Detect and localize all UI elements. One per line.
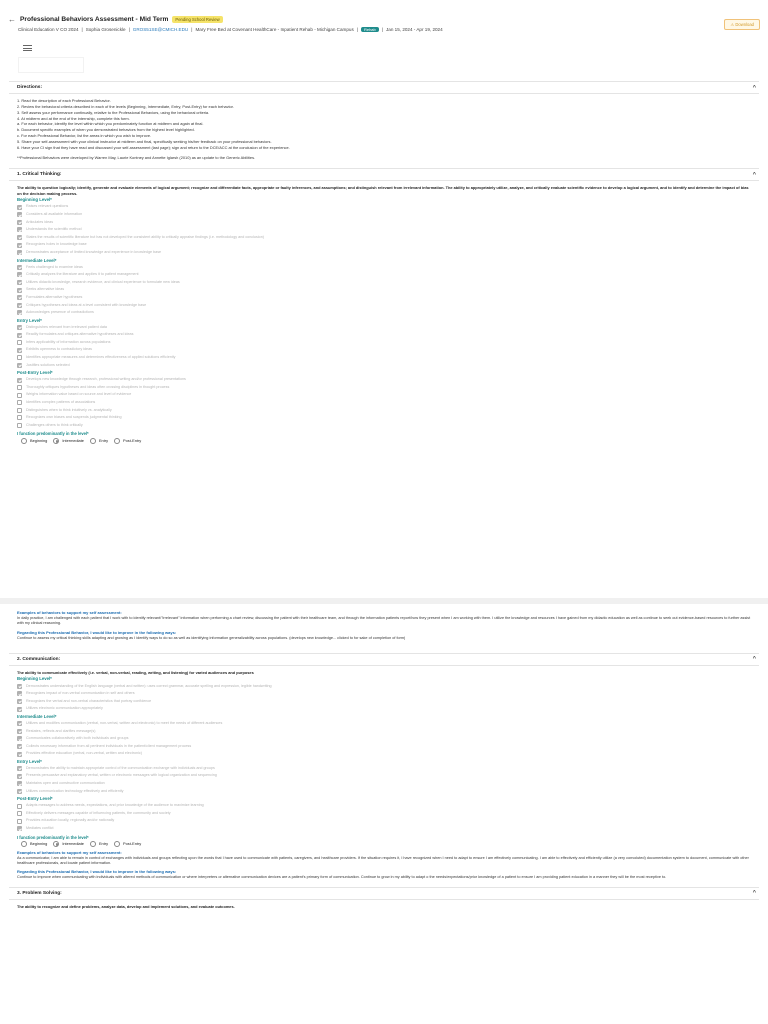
behavior-criterion-label: Critically analyzes the literature and applies it to patient management (26, 272, 139, 277)
status-badge: Pending School Review (172, 16, 222, 23)
behavior-criterion-label: Understands the scientific method (26, 227, 82, 232)
radio-label: Beginning (30, 438, 48, 444)
direction-line: a. For each behavior, identify the level within which you predominately function at midterm and again at final. (17, 121, 204, 127)
communication-section (9, 653, 759, 883)
level-radio-option[interactable] (53, 438, 84, 444)
behavior-criterion-label: Presents persuasive and explanatory verbal, written or electronic messages with logical organization and sequencing (26, 773, 217, 778)
directions-section (9, 81, 759, 164)
checkbox[interactable] (17, 325, 22, 330)
direction-line: 2. Review the behavioral criteria described in each of the levels (Beginning, Intermediate, Entry, Post-Entry) for each behavior. (17, 103, 234, 109)
behavior-checkbox-row[interactable] (17, 407, 751, 415)
behavior-criterion-label: Challenges others to think critically (26, 422, 83, 427)
behavior-checkbox-row[interactable] (17, 825, 751, 833)
behavior-criterion-label: Communicates collaboratively with both individuals and groups (26, 736, 129, 741)
direction-line: 3. Self assess your performance continually, relative to the Professional Behaviors, using the behavioral criteria. (17, 109, 210, 115)
behavior-criterion-label: Recognizes impact of non-verbal communication in self and others (26, 691, 135, 696)
download-label: Download (735, 22, 754, 27)
radio-label: Beginning (30, 841, 48, 847)
radio-label: Intermediate (62, 438, 84, 444)
behavior-checkbox-row[interactable] (17, 211, 751, 219)
behavior-checkbox-row[interactable] (17, 788, 751, 796)
setting-badge: Rehab (361, 27, 379, 32)
checkbox[interactable] (17, 235, 22, 240)
behavior-checkbox-row[interactable] (17, 279, 751, 287)
behavior-checkbox-row[interactable] (17, 241, 751, 249)
behavior-criterion-label: Identifies complex patterns of associations (26, 400, 96, 405)
communication-header[interactable] (9, 654, 759, 666)
checkbox[interactable] (17, 415, 22, 420)
behavior-checkbox-row[interactable] (17, 391, 751, 399)
student-email-link[interactable]: GROS51SE@CMICH.EDU (132, 26, 189, 32)
level-radio-option[interactable] (90, 841, 108, 847)
level-heading: Post-Entry Level* (17, 370, 53, 376)
checkbox[interactable] (17, 826, 22, 831)
behavior-criterion-label: Demonstrates acceptance of limited knowledge and experience in knowledge base (26, 249, 162, 254)
radio-label: Post-Entry (123, 438, 142, 444)
checkbox[interactable] (17, 272, 22, 277)
checkbox[interactable] (17, 819, 22, 824)
direction-line: 6. Have your CI sign that they have read and discussed your self-assessment (last page); sign and return to the DCE/ACC at the conclusion of the experience. (17, 144, 290, 150)
checkbox[interactable] (17, 363, 22, 368)
behavior-checkbox-row[interactable] (17, 376, 751, 384)
behavior-checkbox-row[interactable] (17, 810, 751, 818)
radio-button[interactable] (114, 438, 120, 444)
checkbox[interactable] (17, 729, 22, 734)
behavior-checkbox-row[interactable] (17, 765, 751, 773)
checkbox[interactable] (17, 243, 22, 248)
directions-note: **Professional Behaviors were developed by Warren May, Laurie Kontney and Annette Iglarsh (2010) as an update to the Generic Abilities. (17, 155, 256, 161)
behavior-checkbox-row[interactable] (17, 324, 751, 332)
critical-thinking-body (9, 181, 759, 448)
behavior-checkbox-row[interactable] (17, 203, 751, 211)
improve-label: Regarding this Professional Behavior, I would like to improve in the following ways: (17, 868, 177, 874)
blank-panel (18, 57, 84, 73)
checkbox[interactable] (17, 736, 22, 741)
checkbox[interactable] (17, 333, 22, 338)
behavior-checkbox-row[interactable] (17, 331, 751, 339)
level-heading: Beginning Level* (17, 197, 52, 203)
behavior-checkbox-row[interactable] (17, 226, 751, 234)
direction-line: 1. Read the description of each Professional Behavior. (17, 98, 111, 104)
page-bottom (0, 604, 768, 1024)
behavior-criterion-label: Provides effective education (verbal, non-verbal, written and electronic) (26, 751, 142, 756)
checkbox[interactable] (17, 355, 22, 360)
checkbox[interactable] (17, 811, 22, 816)
section-title: 3. Problem Solving: (17, 890, 62, 896)
checkbox[interactable] (17, 295, 22, 300)
checkbox[interactable] (17, 707, 22, 712)
checkbox[interactable] (17, 781, 22, 786)
level-radio-option[interactable] (53, 841, 84, 847)
checkbox[interactable] (17, 212, 22, 217)
behavior-checkbox-row[interactable] (17, 422, 751, 430)
checkbox[interactable] (17, 227, 22, 232)
behavior-criterion-label: Seeks alternative ideas (26, 287, 65, 292)
behavior-criterion-label: Effectively delivers messages capable of influencing patients, the community and society (26, 810, 171, 815)
behavior-checkbox-row[interactable] (17, 286, 751, 294)
behavior-criterion-label: Utilizes and modifies communication (verbal, non-verbal, written and electronic) to meet the needs of different audiences (26, 720, 223, 725)
direction-line: 5. Share your self-assessment with your clinical instructor at midterm and final, specifically seeking his/her feedback on your professional behaviors. (17, 138, 272, 144)
improve-text[interactable]: Continue to assess my critical thinking skills adapting and growing as I identify ways to do so as well as identifying information generalizability across populations. (develops new knowledge... clicked to for sake of completion of form) (17, 635, 406, 640)
checkbox[interactable] (17, 789, 22, 794)
behavior-description: The ability to communicate effectively (i.e. verbal, non-verbal, reading, writing, and listening) for varied audiences and purposes (17, 669, 254, 675)
radio-label: Intermediate (62, 841, 84, 847)
behavior-checkbox-row[interactable] (17, 219, 751, 227)
behavior-checkbox-row[interactable] (17, 690, 751, 698)
behavior-description: The ability to question logically; identify, generate and evaluate elements of logical argument; recognize and differentiate facts, appropriate or faulty inferences, and assumptions; and distinguish relevant from irrelevant information. The ability to appropriately utilize, analyze, and critically evaluate scientific evidence to develop a logical argument, and to identify and determine the impact of bias on the decision making process. (17, 185, 749, 196)
behavior-checkbox-row[interactable] (17, 750, 751, 758)
level-heading: Beginning Level* (17, 676, 52, 682)
behavior-criterion-label: Distinguishes when to think intuitively vs. analytically (26, 407, 112, 412)
behavior-criterion-label: Adapts messages to address needs, expectations, and prior knowledge of the audience to maximize learning (26, 803, 204, 808)
behavior-criterion-label: Distinguishes relevant from irrelevant patient data (26, 324, 107, 329)
checkbox[interactable] (17, 804, 22, 809)
behavior-criterion-label: Recognizes own biases and suspends judgmental thinking (26, 415, 122, 420)
behavior-checkbox-row[interactable] (17, 682, 751, 690)
radio-button[interactable] (90, 841, 96, 847)
level-heading: Post-Entry Level* (17, 796, 53, 802)
radio-button[interactable] (21, 438, 27, 444)
checkbox[interactable] (17, 340, 22, 345)
behavior-criterion-label: Acknowledges presence of contradictions (26, 310, 94, 315)
behavior-checkbox-row[interactable] (17, 743, 751, 751)
level-radio-group (21, 840, 751, 848)
checkbox[interactable] (17, 400, 22, 405)
radio-label: Post-Entry (123, 841, 142, 847)
behavior-checkbox-row[interactable] (17, 705, 751, 713)
checkbox[interactable] (17, 699, 22, 704)
improve-text[interactable]: Continue to improve when communicating with individuals with altered methods of communication or where interpreters or alternative communication devices are a patient's primary form of communication. Continue to grow in my ability to adapt o the needs/expectations/prior knowledge of a patient to ensure I am providing patient education in a manner they will be the most receptive to. (17, 874, 667, 879)
behavior-criterion-label: Collects necessary information from all pertinent individuals in the patient/client management process (26, 743, 192, 748)
behavior-criterion-label: Thoroughly critiques hypotheses and ideas often crossing disciplines in thought process (26, 384, 170, 389)
chevron-up-icon[interactable]: ^ (752, 656, 756, 663)
behavior-checkbox-row[interactable] (17, 346, 751, 354)
level-heading: Entry Level* (17, 317, 42, 323)
level-question: I function predominantly in the level* (17, 834, 89, 840)
section-title: 1. Critical Thinking: (17, 172, 62, 178)
critical-thinking-examples (0, 604, 768, 645)
checkbox[interactable] (17, 220, 22, 225)
chevron-up-icon[interactable]: ^ (752, 890, 756, 897)
examples-text[interactable]: In daily practice, I am challenged with each patient that I work with to identify relevant/"irrelevant" information when performing a chart review, discussing the patient with their healthcare team, and through the information patients report/how they present when I am working with them. I utilize the knowledge and resources I have gained from my didactic education as well as continue to seek out evidence-based resources to further assist with my clinical reasoning. (17, 616, 751, 626)
level-radio-option[interactable] (21, 841, 47, 847)
checkbox[interactable] (17, 378, 22, 383)
chevron-up-icon[interactable]: ^ (752, 84, 756, 91)
behavior-criterion-label: Justifies solutions selected (26, 362, 70, 367)
behavior-criterion-label: Utilizes didactic knowledge, research evidence, and clinical experience to formulate new ideas (26, 279, 180, 284)
behavior-criterion-label: Demonstrates understanding of the English language (verbal and written): uses correct grammar, accurate spelling and expression, legible handwriting (26, 683, 272, 688)
student-name: Sophia Grosenickle (85, 26, 126, 32)
download-button[interactable] (724, 19, 760, 30)
behavior-checkbox-row[interactable] (17, 772, 751, 780)
checkbox[interactable] (17, 684, 22, 689)
radio-button[interactable] (53, 841, 59, 847)
behavior-criterion-label: Mediates conflict (26, 826, 54, 831)
behavior-criterion-label: Utilizes communication technology effectively and efficiently (26, 788, 124, 793)
checkbox[interactable] (17, 205, 22, 210)
behavior-checkbox-row[interactable] (17, 249, 751, 257)
behavior-checkbox-row[interactable] (17, 720, 751, 728)
checkbox[interactable] (17, 348, 22, 353)
behavior-checkbox-row[interactable] (17, 727, 751, 735)
checkbox[interactable] (17, 288, 22, 293)
page-title: Professional Behaviors Assessment - Mid Term (20, 16, 169, 23)
download-icon: ⚠ (730, 22, 735, 27)
checkbox[interactable] (17, 766, 22, 771)
radio-button[interactable] (53, 438, 59, 444)
communication-body (9, 666, 759, 883)
level-radio-option[interactable] (90, 438, 108, 444)
behavior-checkbox-row[interactable] (17, 339, 751, 347)
checkbox[interactable] (17, 408, 22, 413)
behavior-checkbox-row[interactable] (17, 735, 751, 743)
behavior-criterion-label: Formulates alternative hypotheses (26, 294, 83, 299)
checkbox[interactable] (17, 265, 22, 270)
critical-thinking-section (9, 168, 759, 448)
level-radio-option[interactable] (114, 438, 141, 444)
section-title: 2. Communication: (17, 656, 61, 662)
checkbox[interactable] (17, 691, 22, 696)
behavior-criterion-label: Articulates ideas (26, 219, 54, 224)
checkbox[interactable] (17, 385, 22, 390)
behavior-criterion-label: Identifies appropriate measures and determines effectiveness of applied solutions efficiently (26, 355, 176, 360)
radio-button[interactable] (90, 438, 96, 444)
examples-label: Examples of behaviors to support my self assessment: (17, 850, 122, 856)
problem-solving-header[interactable] (9, 888, 759, 900)
checkbox[interactable] (17, 752, 22, 757)
chevron-up-icon[interactable]: ^ (752, 171, 756, 178)
behavior-checkbox-row[interactable] (17, 384, 751, 392)
behavior-checkbox-row[interactable] (17, 234, 751, 242)
radio-label: Entry (98, 841, 109, 847)
behavior-checkbox-row[interactable] (17, 414, 751, 422)
behavior-criterion-label: Demonstrates the ability to maintain appropriate control of the communication exchange with individuals and groups (26, 765, 215, 770)
behavior-criterion-label: Maintains open and constructive communication (26, 781, 105, 786)
checkbox[interactable] (17, 303, 22, 308)
behavior-criterion-label: Provides education locally, regionally and/or nationally (26, 818, 115, 823)
critical-thinking-header[interactable] (9, 169, 759, 181)
checkbox[interactable] (17, 393, 22, 398)
checkbox[interactable] (17, 310, 22, 315)
directions-body (9, 94, 759, 164)
behavior-criterion-label: Considers all available information (26, 211, 83, 216)
behavior-checkbox-row[interactable] (17, 354, 751, 362)
behavior-criterion-label: Raises relevant questions (26, 204, 69, 209)
hamburger-menu-icon[interactable] (23, 45, 32, 51)
problem-solving-section (9, 887, 759, 913)
direction-line: 4. At midterm and at the end of the internship, complete this form. (17, 115, 130, 121)
directions-header[interactable] (9, 82, 759, 94)
checkbox[interactable] (17, 744, 22, 749)
behavior-checkbox-row[interactable] (17, 780, 751, 788)
behavior-checkbox-row[interactable] (17, 264, 751, 272)
behavior-criterion-label: Recognizes the verbal and non-verbal characteristics that portray confidence (26, 698, 152, 703)
behavior-criterion-label: Develops new knowledge through research, professional writing and/or professional presentations (26, 377, 186, 382)
behavior-criterion-label: Feels challenged to examine ideas (26, 264, 83, 269)
radio-label: Entry (98, 438, 109, 444)
behavior-criterion-label: Utilizes electronic communication appropriately (26, 706, 103, 711)
direction-line: b. Document specific examples of when you demonstrated behaviors from the highest level highlighted. (17, 127, 195, 133)
checkbox[interactable] (17, 423, 22, 428)
behavior-description: The ability to recognize and define problems, analyze data, develop and implement solutions, and evaluate outcomes. (17, 903, 235, 909)
examples-text[interactable]: As a communicator, I am able to remain in control of exchanges with individuals and groups reflecting upon the words that I have used to communicate with patients, caregivers, and healthcare providers. If the situation requires it, I have recognized when I need to adapt to ensure I am effectively communicating. I am able to effectively and efficiently utilize (a very convoluted) documentation system to document, communicate with other healthcare professionals, and locate patient information. (17, 856, 749, 866)
behavior-criterion-label: Recognizes holes in knowledge base (26, 242, 87, 247)
behavior-criterion-label: Readily formulates and critiques alternative hypotheses and ideas (26, 332, 134, 337)
behavior-criterion-label: Infers applicability of information across populations (26, 339, 111, 344)
back-arrow-icon[interactable]: ← (8, 15, 16, 24)
date-range: Jan 15, 2024 - Apr 19, 2024 (385, 26, 443, 32)
behavior-criterion-label: States the results of scientific literature but has not developed the consistent ability to critically appraise findings (i.e. methodology and conclusion) (26, 234, 264, 239)
radio-button[interactable] (21, 841, 27, 847)
header: ← Professional Behaviors Assessment - Mid Term Pending School Review Clinical Education V CO 2024 | Sophia Grosenickle | GROS51SE@CMICH.EDU | Mary Free Bed at Covenant HealthCare - Inpatient Rehab - Michigan Campus | Rehab | Jan 15, 2024 - Apr 19, 2024 ⚠ Download (0, 14, 768, 73)
improve-label: Regarding this Professional Behavior, I would like to improve in the following ways: (17, 629, 177, 635)
behavior-criterion-label: Restates, reflects and clarifies message(s) (26, 728, 96, 733)
behavior-checkbox-row[interactable] (17, 698, 751, 706)
direction-line: c. For each Professional Behavior, list the areas in which you wish to improve. (17, 132, 152, 138)
behavior-checkbox-row[interactable] (17, 817, 751, 825)
behavior-checkbox-row[interactable] (17, 362, 751, 370)
checkbox[interactable] (17, 280, 22, 285)
level-radio-option[interactable] (21, 438, 47, 444)
checkbox[interactable] (17, 774, 22, 779)
behavior-checkbox-row[interactable] (17, 271, 751, 279)
behavior-checkbox-row[interactable] (17, 301, 751, 309)
behavior-criterion-label: Weighs information value based on source and level of evidence (26, 392, 132, 397)
directions-title: Directions: (17, 85, 43, 91)
behavior-criterion-label: Exhibits openness to contradictory ideas (26, 347, 93, 352)
radio-button[interactable] (114, 841, 120, 847)
checkbox[interactable] (17, 250, 22, 255)
examples-label: Examples of behaviors to support my self assessment: (17, 610, 122, 615)
site-name: Mary Free Bed at Covenant HealthCare - Inpatient Rehab - Michigan Campus (195, 26, 354, 32)
level-heading: Intermediate Level* (17, 257, 57, 263)
course-name: Clinical Education V CO 2024 (18, 26, 79, 32)
level-heading: Intermediate Level* (17, 713, 57, 719)
behavior-checkbox-row[interactable] (17, 294, 751, 302)
level-heading: Entry Level* (17, 758, 42, 764)
level-radio-group (21, 437, 751, 445)
level-question: I function predominantly in the level* (17, 431, 89, 437)
behavior-checkbox-row[interactable] (17, 399, 751, 407)
checkbox[interactable] (17, 721, 22, 726)
level-radio-option[interactable] (114, 841, 141, 847)
behavior-checkbox-row[interactable] (17, 309, 751, 317)
behavior-criterion-label: Critiques hypotheses and ideas at a level consistent with knowledge base (26, 302, 147, 307)
behavior-checkbox-row[interactable] (17, 802, 751, 810)
